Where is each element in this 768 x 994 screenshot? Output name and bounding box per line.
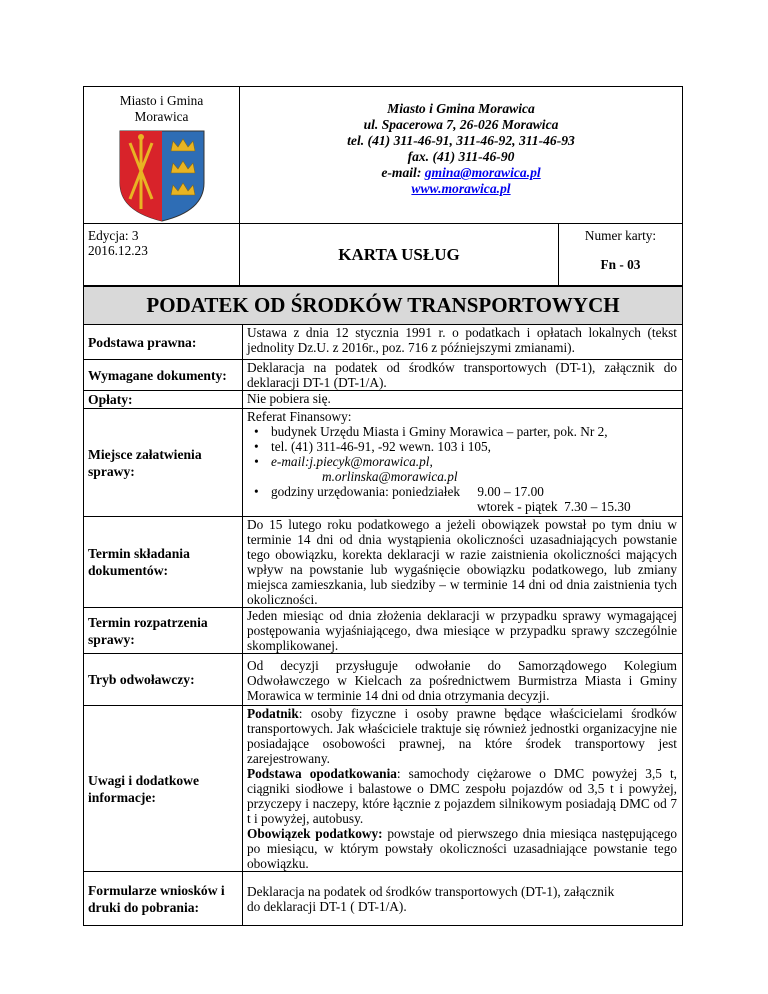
forms-cell <box>243 872 683 926</box>
card-number: Fn - 03 <box>600 257 641 272</box>
location-list <box>247 424 677 514</box>
list-item <box>271 454 677 484</box>
notes-p1 <box>247 706 677 766</box>
location-cell <box>243 409 683 517</box>
address-cell <box>240 87 683 224</box>
location-intro: Referat Finansowy: <box>247 409 352 424</box>
hours-mon: 9.00 – 17.00 <box>477 484 544 499</box>
header-table <box>83 86 683 286</box>
address-tel: tel. (41) 311-46-91, 311-46-92, 311-46-93 <box>347 133 575 148</box>
processing-text: Jeden miesiąc od dnia złożenia deklaracji w przypadku sprawy wymagającej postępowania wyjaśniającego, dwa miesiące w przypadku sprawy szczególnie skomplikowanej. <box>243 608 683 654</box>
notes-p3-bold: Obowiązek podatkowy: <box>247 826 383 841</box>
card-title: KARTA USŁUG <box>240 224 559 286</box>
edition-date: 2016.12.23 <box>88 243 148 258</box>
office-label: Miasto i Gmina Morawica <box>119 93 204 124</box>
card-number-label: Numer karty: <box>584 228 657 243</box>
edition: Edycja: 3 <box>88 228 139 243</box>
address-fax: fax. (41) 311-46-90 <box>407 149 515 164</box>
notes-p1-bold: Podatnik <box>247 706 299 721</box>
email-prefix: e-mail: <box>381 165 425 180</box>
address-name: Miasto i Gmina Morawica <box>387 101 535 116</box>
legal-basis-text: Ustawa z dnia 12 stycznia 1991 r. o podatkach i opłatach lokalnych (tekst jednolity Dz.U. z 2016r., poz. 716 z późniejszymi zmianami). <box>243 325 683 360</box>
notes-p3-text: powstaje od pierwszego dnia miesiąca następującego po miesiącu, w którym powstały okoliczności uzasadniające powstanie tego obowiązku. <box>247 826 678 871</box>
fees-text: Nie pobiera się. <box>243 391 683 409</box>
notes-p2 <box>247 766 677 826</box>
address-www-line <box>240 181 682 197</box>
email-1[interactable]: e-mail:j.piecyk@morawica.pl, <box>271 454 433 469</box>
address-street: ul. Spacerowa 7, 26-026 Morawica <box>363 117 559 132</box>
notes-p2-bold: Podstawa opodatkowania <box>247 766 397 781</box>
www-link[interactable]: www.morawica.pl <box>411 181 511 196</box>
notes-label: Uwagi i dodatkowe informacje: <box>84 706 243 872</box>
appeal-label: Tryb odwoławczy: <box>84 654 243 706</box>
documents-label: Wymagane dokumenty: <box>84 360 243 391</box>
forms-label: Formularze wniosków i druki do pobrania: <box>84 872 243 926</box>
list-item <box>271 484 677 514</box>
edition-cell <box>84 224 240 286</box>
office-cell <box>84 87 240 224</box>
hours-tue-fri: wtorek - piątek 7.30 – 15.30 <box>477 499 631 514</box>
fees-label: Opłaty: <box>84 391 243 409</box>
deadline-label: Termin składania dokumentów: <box>84 517 243 608</box>
legal-basis-label: Podstawa prawna: <box>84 325 243 360</box>
email-2[interactable]: m.orlinska@morawica.pl <box>322 469 458 484</box>
notes-p1-text: : osoby fizyczne i osoby prawne będące właścicielami środków transportowych. Jak właściciele traktuje się również jednostki organizacyjne nie posiadające osobowości prawnej, na które środek transportowy jest zarejestrowany. <box>247 706 677 766</box>
hours-label: godziny urzędowania: poniedziałek <box>271 484 461 499</box>
notes-p2-text: : samochody ciężarowe o DMC powyżej 3,5 t, ciągniki siodłowe i balastowe o DMC zespołu pojazdów od 3,5 t i powyżej, przyczepy i naczepy, które łącznie z pojazdem silnikowym posiadają DMC od 7 t i powyżej, autobusy. <box>247 766 677 826</box>
forms-line2: do deklaracji DT-1 ( DT-1/A). <box>247 898 407 914</box>
coat-of-arms-icon <box>118 129 206 223</box>
location-label: Miejsce załatwienia sprawy: <box>84 409 243 517</box>
appeal-text: Od decyzji przysługuje odwołanie do Samorządowego Kolegium Odwoławczego w Kielcach za pośrednictwem Burmistrza Miasta i Gminy Morawica w terminie 14 dni od dnia otrzymania decyzji. <box>243 654 683 706</box>
main-table <box>83 286 683 926</box>
list-item: • budynek Urzędu Miasta i Gminy Morawica – parter, pok. Nr 2, <box>271 424 677 439</box>
notes-p3 <box>247 826 677 871</box>
deadline-text: Do 15 lutego roku podatkowego a jeżeli obowiązek powstał po tym dniu w terminie 14 dni od dnia wystąpienia okoliczności uzasadniających powstanie tego obowiązku, korekta deklaracji w razie zaistnienia okoliczności mających wpływ na powstanie lub wygaśnięcie obowiązku podatkowego, lub zmiany miejsca zamieszkania, lub siedziby – w terminie 14 dni od dnia zaistnienia tych okoliczności. <box>243 517 683 608</box>
address-email-line <box>240 165 682 181</box>
notes-cell <box>243 706 683 872</box>
page-title: PODATEK OD ŚRODKÓW TRANSPORTOWYCH <box>84 287 683 325</box>
email-link[interactable]: gmina@morawica.pl <box>424 165 541 180</box>
documents-text: Deklaracja na podatek od środków transportowych (DT-1), załącznik do deklaracji DT-1 (DT-1/A). <box>243 360 683 391</box>
forms-line1: Deklaracja na podatek od środków transportowych (DT-1), załącznik <box>247 883 615 899</box>
list-item: • tel. (41) 311-46-91, -92 wewn. 103 i 105, <box>271 439 677 454</box>
card-number-cell <box>559 224 683 286</box>
processing-label: Termin rozpatrzenia sprawy: <box>84 608 243 654</box>
